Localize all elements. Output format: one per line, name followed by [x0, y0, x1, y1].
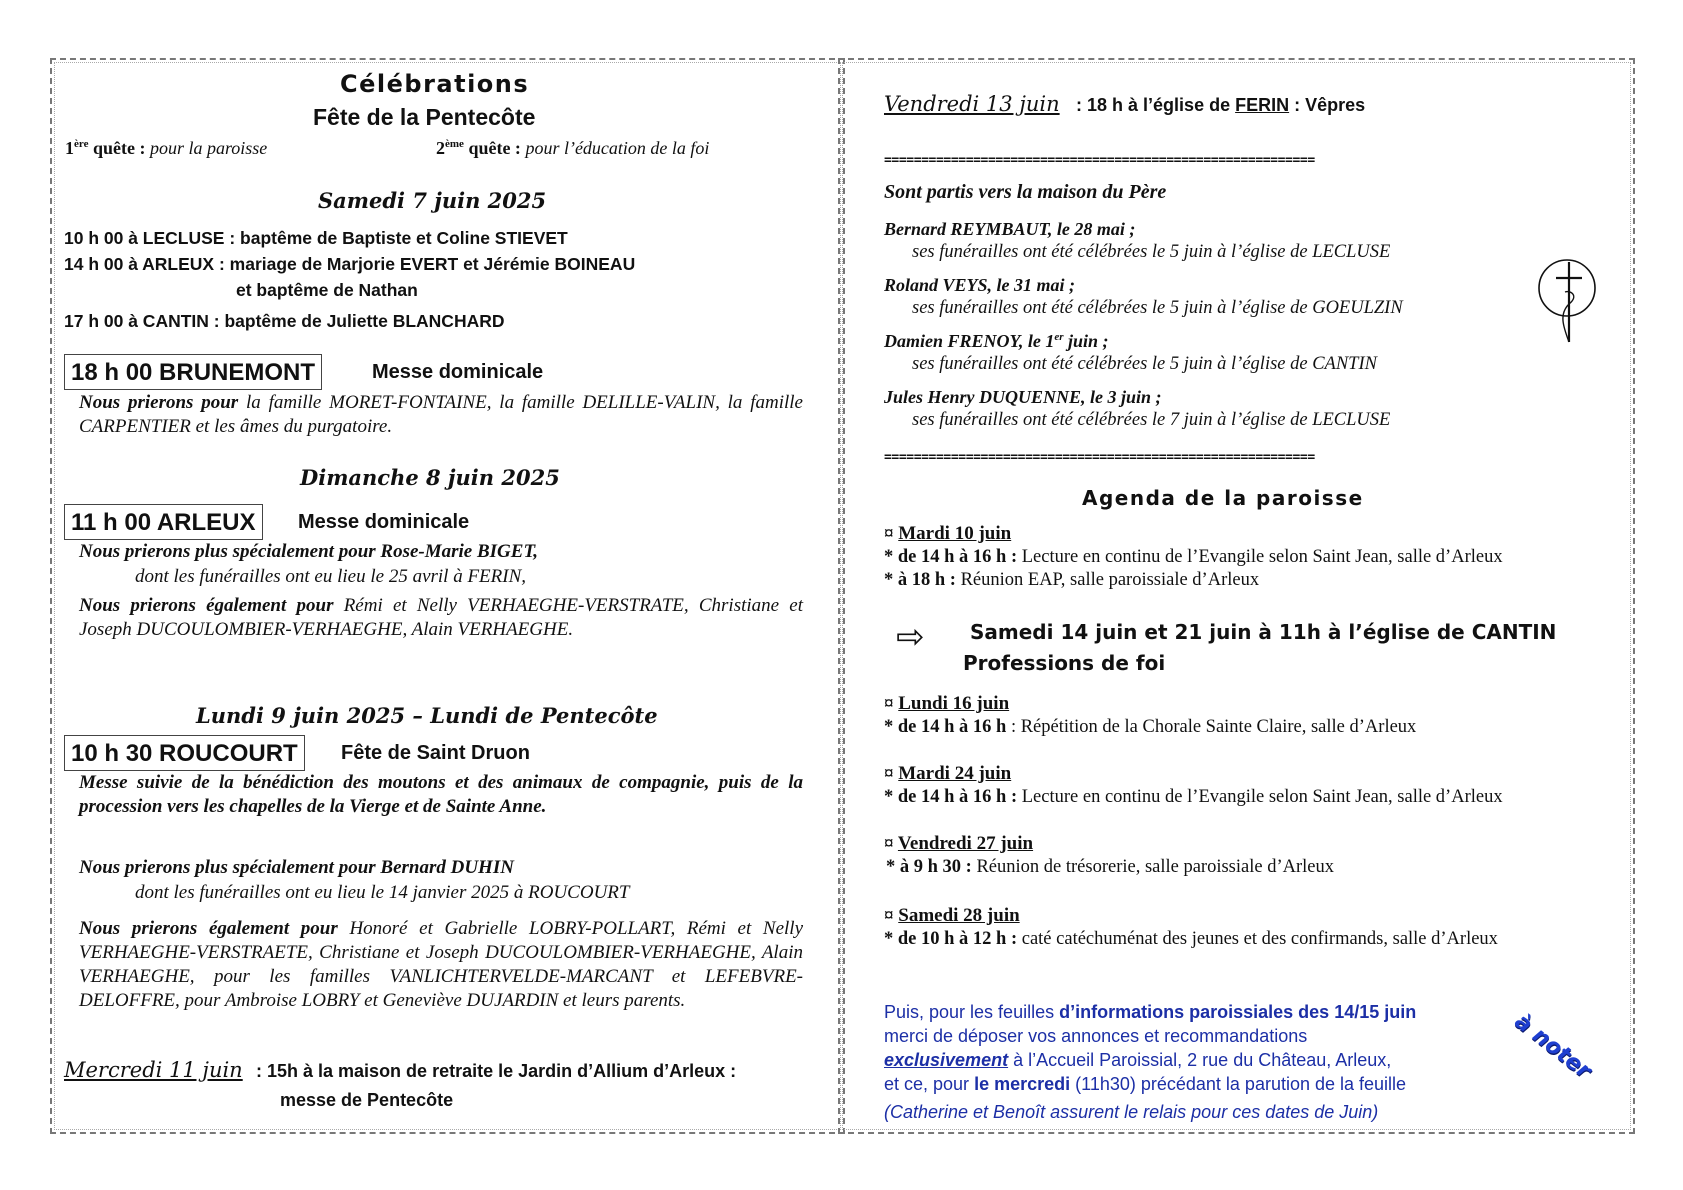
- notice-bold: le mercredi: [974, 1074, 1071, 1094]
- agenda-text: caté catéchuménat des jeunes et des confirmands, salle d’Arleux: [1021, 929, 1498, 949]
- day-heading-samedi: Samedi 7 juin 2025: [318, 188, 547, 213]
- place-name: FERIN: [1235, 95, 1290, 115]
- bullet: ¤: [884, 833, 894, 854]
- mass-label: Messe dominicale: [298, 511, 470, 533]
- prayer-detail: dont les funérailles ont eu lieu le 14 janvier 2025 à ROUCOURT: [135, 882, 630, 903]
- deceased-name: Damien FRENOY, le 1er juin ;: [884, 331, 1109, 351]
- notice-line: (Catherine et Benoît assurent le relais pour ces dates de Juin): [884, 1102, 1379, 1122]
- day-heading-mercredi: Mercredi 11 juin: [64, 1058, 243, 1082]
- separator: ==========================================================: [884, 153, 1315, 168]
- agenda-date: [884, 763, 1011, 785]
- agenda-date-label: Lundi 16 juin: [898, 693, 1010, 714]
- quete-2: 2ème quête : pour l’éducation de la foi: [436, 138, 710, 158]
- agenda-time: * de 14 h à 16 h: [884, 717, 1007, 737]
- agenda-date: [884, 693, 1009, 715]
- day-heading-dimanche: Dimanche 8 juin 2025: [300, 465, 560, 490]
- day-heading-lundi: Lundi 9 juin 2025 – Lundi de Pentecôte: [196, 703, 658, 728]
- notice-text: à l’Accueil Paroissial, 2 rue du Château, Arleux,: [1013, 1050, 1392, 1070]
- agenda-time: * à 9 h 30 :: [886, 857, 972, 877]
- deceased-name: Roland VEYS, le 31 mai ;: [884, 275, 1076, 295]
- arrow-right-icon: ⇨: [896, 617, 925, 657]
- agenda-time: * de 14 h à 16 h :: [884, 787, 1018, 807]
- prayer-lead: Nous prierons également pour: [79, 918, 338, 939]
- profession-line: Professions de foi: [963, 651, 1166, 675]
- profession-line: Samedi 14 juin et 21 juin à 11h à l’église de CANTIN: [970, 620, 1557, 644]
- bullet: ¤: [884, 693, 894, 714]
- event-text: : Vêpres: [1294, 95, 1366, 115]
- deceased-detail: ses funérailles ont été célébrées le 5 juin à l’église de LECLUSE: [912, 242, 1391, 262]
- notice-line: [884, 1072, 1406, 1096]
- prayer-text: la famille MORET-FONTAINE, la famille DELILLE-VALIN, la famille CARPENTIER et les âmes du purgatoire.: [79, 392, 803, 437]
- notice-emphasis: exclusivement: [884, 1050, 1009, 1070]
- notice-text: et ce, pour: [884, 1074, 970, 1094]
- agenda-item: [884, 929, 1498, 950]
- agenda-text: : Répétition de la Chorale Sainte Claire, salle d’Arleux: [1010, 717, 1417, 737]
- agenda-title: Agenda de la paroisse: [1082, 486, 1364, 510]
- prayer-lead: Nous prierons pour: [79, 392, 239, 413]
- prayer-paragraph: [79, 391, 803, 439]
- deceased-detail: ses funérailles ont été célébrées le 5 juin à l’église de CANTIN: [912, 354, 1377, 374]
- notice-line: [884, 1000, 1416, 1024]
- prayer-paragraph: [79, 594, 803, 642]
- event-line: 10 h 00 à LECLUSE : baptême de Baptiste et Coline STIEVET: [64, 228, 568, 248]
- quete-1-text: pour la paroisse: [149, 138, 268, 158]
- event-line: messe de Pentecôte: [280, 1090, 454, 1110]
- bullet: ¤: [884, 905, 894, 926]
- mass-time-box: 18 h 00 BRUNEMONT: [64, 354, 322, 390]
- bullet: ¤: [884, 523, 894, 544]
- prayer-line: Nous prierons plus spécialement pour Bernard DUHIN: [79, 857, 514, 878]
- prayer-lead: Nous prierons également pour: [79, 595, 334, 616]
- event-line: 14 h 00 à ARLEUX : mariage de Marjorie EVERT et Jérémie BOINEAU: [64, 254, 636, 274]
- mass-time-box: 11 h 00 ARLEUX: [64, 504, 263, 540]
- agenda-date: [884, 523, 1011, 545]
- notice-bold: d’informations paroissiales des 14/15 juin: [1059, 1002, 1417, 1022]
- colon: :: [1076, 95, 1082, 115]
- agenda-date-label: Samedi 28 juin: [898, 905, 1020, 926]
- event-line: 17 h 00 à CANTIN : baptême de Juliette BLANCHARD: [64, 311, 505, 331]
- event-line: et baptême de Nathan: [236, 280, 418, 300]
- deceased-detail: ses funérailles ont été célébrées le 5 juin à l’église de GOEULZIN: [912, 298, 1403, 318]
- prayer-detail: dont les funérailles ont eu lieu le 25 avril à FERIN,: [135, 566, 527, 587]
- agenda-time: * à 18 h :: [884, 570, 956, 590]
- prayer-paragraph: [79, 917, 803, 1013]
- mass-label: Messe dominicale: [372, 361, 544, 383]
- agenda-date-label: Mardi 24 juin: [898, 763, 1012, 784]
- deceased-name: Jules Henry DUQUENNE, le 3 juin ;: [884, 387, 1162, 407]
- agenda-text: Lecture en continu de l’Evangile selon Saint Jean, salle d’Arleux: [1021, 547, 1503, 567]
- event-line: : 15h à la maison de retraite le Jardin d’Allium d’Arleux :: [256, 1061, 737, 1081]
- a-noter-stamp: à noter: [1509, 1009, 1596, 1084]
- day-heading-vendredi: Vendredi 13 juin: [884, 92, 1060, 116]
- notice-text: Puis, pour les feuilles: [884, 1002, 1055, 1022]
- agenda-date: [884, 905, 1020, 927]
- agenda-date-label: Vendredi 27 juin: [897, 833, 1034, 854]
- agenda-text: Lecture en continu de l’Evangile selon Saint Jean, salle d’Arleux: [1021, 787, 1503, 807]
- deceased-detail: ses funérailles ont été célébrées le 7 juin à l’église de LECLUSE: [912, 410, 1391, 430]
- page-title: Célébrations: [340, 70, 530, 98]
- agenda-time: * de 14 h à 16 h :: [884, 547, 1018, 567]
- event-text: 18 h à l’église de: [1087, 95, 1231, 115]
- agenda-item: [884, 547, 1503, 568]
- page-subtitle: Fête de la Pentecôte: [313, 104, 536, 130]
- separator: ==========================================================: [884, 450, 1315, 465]
- bullet: ¤: [884, 763, 894, 784]
- agenda-time: * de 10 h à 12 h :: [884, 929, 1018, 949]
- cross-icon: [1535, 256, 1601, 346]
- deceased-title: Sont partis vers la maison du Père: [884, 181, 1167, 203]
- deceased-name: Bernard REYMBAUT, le 28 mai ;: [884, 219, 1136, 239]
- agenda-date: [884, 833, 1033, 855]
- prayer-text: Honoré et Gabrielle LOBRY-POLLART, Rémi et Nelly VERHAEGHE-VERSTRAETE, Christiane et Joseph DUCOULOMBIER-VERHAEGHE, Alain VERHAEGHE, pour les familles VANLICHTERVELDE-MARCANT et LEFEBVRE-DELOFFRE, pour Ambroise LOBRY et Geneviève DUJARDIN et leurs parents.: [79, 918, 804, 1011]
- mass-label: Fête de Saint Druon: [341, 742, 530, 764]
- quete-1: 1ère quête : pour la paroisse: [65, 138, 268, 158]
- quete-2-text: pour l’éducation de la foi: [525, 138, 710, 158]
- agenda-text: Réunion EAP, salle paroissiale d’Arleux: [960, 570, 1260, 590]
- agenda-item: [884, 570, 1259, 591]
- prayer-text: Rémi et Nelly VERHAEGHE-VERSTRATE, Christiane et Joseph DUCOULOMBIER-VERHAEGHE, Alain VERHAEGHE.: [79, 595, 804, 640]
- agenda-item: [886, 857, 1334, 878]
- agenda-text: Réunion de trésorerie, salle paroissiale d’Arleux: [976, 857, 1334, 877]
- event-line: [1076, 95, 1365, 116]
- mass-time-box: 10 h 30 ROUCOURT: [64, 735, 305, 771]
- notice-line: merci de déposer vos annonces et recommandations: [884, 1026, 1308, 1046]
- notice-line: [884, 1048, 1391, 1072]
- agenda-date-label: Mardi 10 juin: [898, 523, 1012, 544]
- agenda-item: [884, 717, 1416, 738]
- blessing-paragraph: Messe suivie de la bénédiction des moutons et des animaux de compagnie, puis de la procession vers les chapelles de la Vierge et de Sainte Anne.: [79, 772, 803, 817]
- notice-text: (11h30) précédant la parution de la feuille: [1075, 1074, 1407, 1094]
- prayer-line: Nous prierons plus spécialement pour Rose-Marie BIGET,: [79, 541, 539, 562]
- agenda-item: [884, 787, 1503, 808]
